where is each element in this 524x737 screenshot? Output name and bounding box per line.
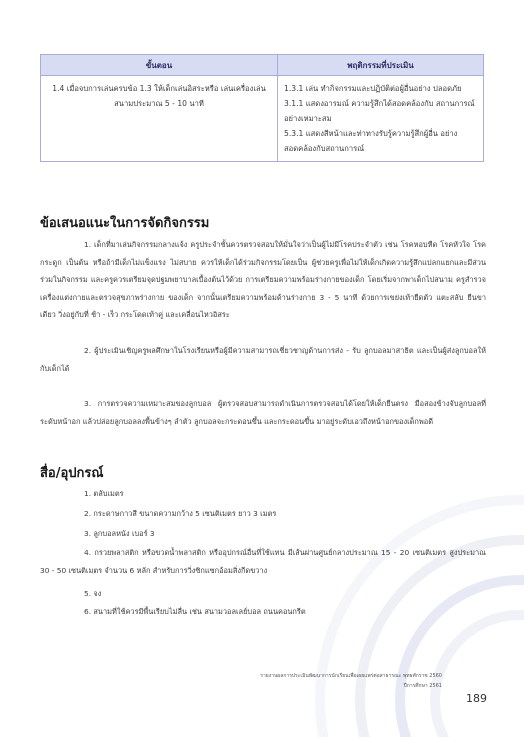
page-number: 189 [466, 692, 487, 705]
section-title-suggestions: ข้อเสนอแนะในการจัดกิจกรรม [40, 216, 210, 231]
list-item: 2. กระดาษกาวสี ขนาดความกว้าง 5 เซนติเมตร ยาว 3 เมตร [84, 509, 277, 518]
section-title-materials: สื่อ/อุปกรณ์ [40, 466, 104, 481]
suggestion-paragraph: 2. ผู้ประเมินเชิญครูพลศึกษาในโรงเรียนหรือผู้มีความสามารถเชี่ยวชาญด้านการส่ง - รับ ลูกบอลมาสาธิต และเป็นผู้ส่งลูกบอลให้กับเด็กได้ [40, 346, 486, 373]
behavior-cell [278, 76, 484, 162]
list-item: 4. กรวยพลาสติก หรือขวดน้ำพลาสติก หรืออุปกรณ์อื่นที่ใช้แทน มีเส้นผ่านศูนย์กลางประมาณ 15 - 20 เซนติเมตร สูงประมาณ 30 - 50 เซนติเมตร จำนวน 6 หลัก สำหรับการวิ่งซิกแซกอ้อมสิ่งกีดขวาง [40, 548, 486, 575]
footer-line: รายงานผลการประเมินพัฒนาการนักเรียนเพื่อเผยแพร่ต่อสาธารณะ พุทธศักราช 2560 [260, 673, 442, 679]
step-cell: 1.4 เมื่อจบการเล่นครบข้อ 1.3 ให้เด็กเล่นอิสระหรือ เล่นเครื่องเล่นสนามประมาณ 5 - 10 นาที [41, 76, 278, 162]
table-row [41, 76, 484, 162]
table-header-step: ขั้นตอน [41, 55, 278, 76]
table-header-behavior: พฤติกรรมที่ประเมิน [278, 55, 484, 76]
footer-line: ปีการศึกษา 2561 [403, 683, 442, 689]
suggestion-paragraph: 3. การตรวจความเหมาะสมของลูกบอล ผู้ตรวจสอบสามารถดำเนินการตรวจสอบได้โดยให้เด็กยืนตรง มือสองข้างจับลูกบอลที่ระดับหน้าอก แล้วปล่อยลูกบอลลงพื้นข้างๆ ลำตัว ลูกบอลจะกระดอนขึ้น และกระดอนขึ้น มาอยู่ระดับเอวถึงหน้าอกของเด็กพอดี [40, 399, 486, 426]
list-item: 1. ตลับเมตร [84, 489, 124, 498]
list-item: 3. ลูกบอลหนัง เบอร์ 3 [84, 529, 155, 538]
list-item: 6. สนามที่ใช้ควรมีพื้นเรียบไม่ลื่น เช่น สนามวอลเลย์บอล ถนนคอนกรีต [84, 607, 306, 616]
footer-caption [260, 671, 442, 691]
list-item: 5. จง [84, 589, 102, 598]
evaluation-table [40, 54, 484, 162]
behavior-item: 3.1.1 แสดงอารมณ์ ความรู้สึกได้สอดคล้องกับ สถานการณ์อย่างเหมาะสม [284, 99, 475, 123]
behavior-item: 1.3.1 เล่น ทำกิจกรรมและปฏิบัติต่อผู้อื่นอย่าง ปลอดภัย [284, 84, 462, 93]
behavior-item: 5.3.1 แสดงสีหน้าและท่าทางรับรู้ความรู้สึกผู้อื่น อย่างสอดคล้องกับสถานการณ์ [284, 129, 458, 153]
suggestion-paragraph: 1. เด็กที่มาเล่นกิจกรรมกลางแจ้ง ครูประจำชั้นควรตรวจสอบให้มั่นใจว่าเป็นผู้ไม่มีโรคประจำตัว เช่น โรคหอบหืด โรคหัวใจ โรคกระดูก เป็นต้น หรือถ้ามีเด็กไม่แข็งแรง ไม่สบาย ควรให้เด็กได้ร่วมกิจกรรมโดยเป็น ผู้ช่วยครูเพื่อไม่ให้เด็กเกิดความรู้สึกแปลกแยกและมีส่วนร่วมในกิจกรรม และครูควรเตรียมจุดปฐมพยาบาลเบื้องต้นไว้ด้วย การเตรียมความพร้อมร่างกายของเด็ก โดยเริ่มจากพาเด็กไปสนาม ครูสำรวจเครื่องแต่งกายและตรวจสุขภาพร่างกาย ของเด็ก จากนั้นเตรียมความพร้อมด้านร่างกาย 3 - 5 นาที ด้วยการเขย่งเท้ายืดตัว แตะสลับ ยืนขาเดียว วิ่งอยู่กับที่ ช้า - เร็ว กระโดดเท้าคู่ และเคลื่อนไหวอิสระ [40, 240, 486, 319]
